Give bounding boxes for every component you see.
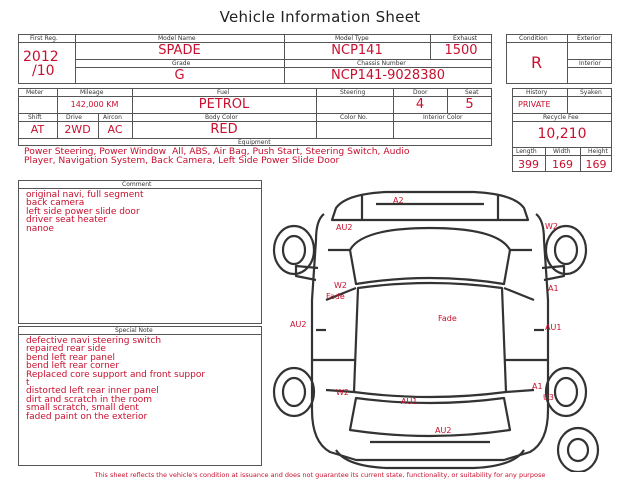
label-fuel: Fuel [217, 89, 230, 96]
sheet-title: Vehicle Information Sheet [219, 8, 421, 26]
length-value: 399 [518, 158, 539, 171]
label-chassis: Chassis Number [357, 60, 406, 67]
fuel-value: PETROL [198, 97, 250, 112]
damage-mark: W2 [545, 222, 558, 231]
chassis-value: NCP141-9028380 [330, 68, 446, 83]
label-exhaust: Exhaust [453, 35, 478, 42]
label-condition: Condition [519, 35, 548, 42]
damage-mark: AU1 [401, 397, 418, 406]
label-shift: Shift [28, 114, 42, 121]
label-interior-color: Interior Color [423, 114, 463, 121]
damage-mark: AU2 [435, 426, 452, 435]
equipment-text: Power Steering, Power Window All, ABS, Air Bag, Push Start, Steering Switch, Audio Player, Navigation System, Back Camera, Left Side Power Slide Door [24, 146, 410, 166]
label-equipment: Equipment [238, 139, 271, 146]
label-aircon: Aircon [103, 114, 122, 121]
aircon-value: AC [107, 123, 123, 136]
seat-value: 5 [465, 97, 474, 112]
label-interior: Interior [579, 60, 601, 67]
shift-value: AT [30, 123, 45, 136]
label-height: Height [588, 148, 608, 155]
history-value: PRIVATE [518, 100, 551, 109]
damage-mark: AU2 [336, 223, 353, 232]
wheel-front-right [546, 226, 586, 274]
label-first-reg: First Reg. [30, 35, 58, 42]
exhaust-value: 1500 [444, 43, 478, 58]
damage-mark: AU1 [545, 323, 562, 332]
label-seat: Seat [465, 89, 479, 96]
comment-text: original navi, full segment back camera left side power slide door driver seat heater nanoe [26, 190, 144, 234]
label-model-type: Model Type [335, 35, 369, 42]
roof-outline [354, 283, 506, 397]
label-color-no: Color No. [340, 114, 368, 121]
damage-mark: A1 [532, 382, 543, 391]
disclaimer-footer: This sheet reflects the vehicle's condition at issuance and does not guarantee its current state, functionality, or suitability for any purpose [94, 471, 546, 479]
damage-mark: U3 [543, 393, 554, 402]
body-color-value: RED [210, 122, 238, 137]
label-history: History [526, 89, 548, 96]
special-note-text: defective navi steering switch repaired rear side bend left rear panel bend left rear corner Replaced core support and front suppor t distorted left rear inner panel dirt and scratch in the room small scratch, small dent faded paint on the exterior [26, 336, 206, 422]
wheel-rear-left [274, 368, 314, 416]
height-value: 169 [585, 158, 607, 171]
label-comment: Comment [122, 181, 152, 188]
first-reg-year: 2012 [23, 49, 59, 65]
label-recycle-fee: Recycle Fee [543, 114, 579, 121]
condition-value: R [530, 53, 543, 72]
label-mileage: Mileage [80, 89, 104, 96]
label-exterior: Exterior [577, 35, 601, 42]
damage-mark: W2 [336, 388, 349, 397]
label-length: Length [516, 148, 537, 155]
wheel-rear-right [546, 368, 586, 416]
mileage-value: 142,000 KM [70, 100, 119, 109]
grade-value: G [174, 68, 185, 83]
damage-mark: Fade [438, 314, 457, 323]
door-value: 4 [415, 97, 425, 112]
label-grade: Grade [172, 60, 191, 67]
windshield-outline [350, 228, 510, 284]
damage-mark: W2 [334, 281, 347, 290]
label-steering: Steering [340, 89, 366, 96]
width-value: 169 [552, 158, 573, 171]
label-special-note: Special Note [115, 327, 153, 334]
label-body-color: Body Color [205, 114, 238, 121]
first-reg-month: /10 [32, 63, 55, 79]
label-drive: Drive [66, 114, 82, 121]
damage-mark: A1 [548, 284, 559, 293]
model-name-value: SPADE [158, 43, 201, 58]
damage-mark: A2 [393, 196, 404, 205]
label-syaken: Syaken [580, 89, 602, 96]
damage-mark: Fade [326, 292, 345, 301]
label-door: Door [413, 89, 428, 96]
wheel-front-left [274, 226, 314, 274]
label-meter: Meter [26, 89, 44, 96]
recycle-fee-value: 10,210 [537, 126, 587, 142]
damage-mark: AU2 [290, 320, 307, 329]
model-type-value: NCP141 [331, 43, 383, 58]
vehicle-damage-diagram [266, 180, 640, 472]
rear-window-outline [350, 398, 510, 436]
spare-wheel [558, 428, 598, 472]
label-model-name: Model Name [158, 35, 196, 42]
label-width: Width [553, 148, 571, 155]
drive-value: 2WD [64, 123, 91, 136]
